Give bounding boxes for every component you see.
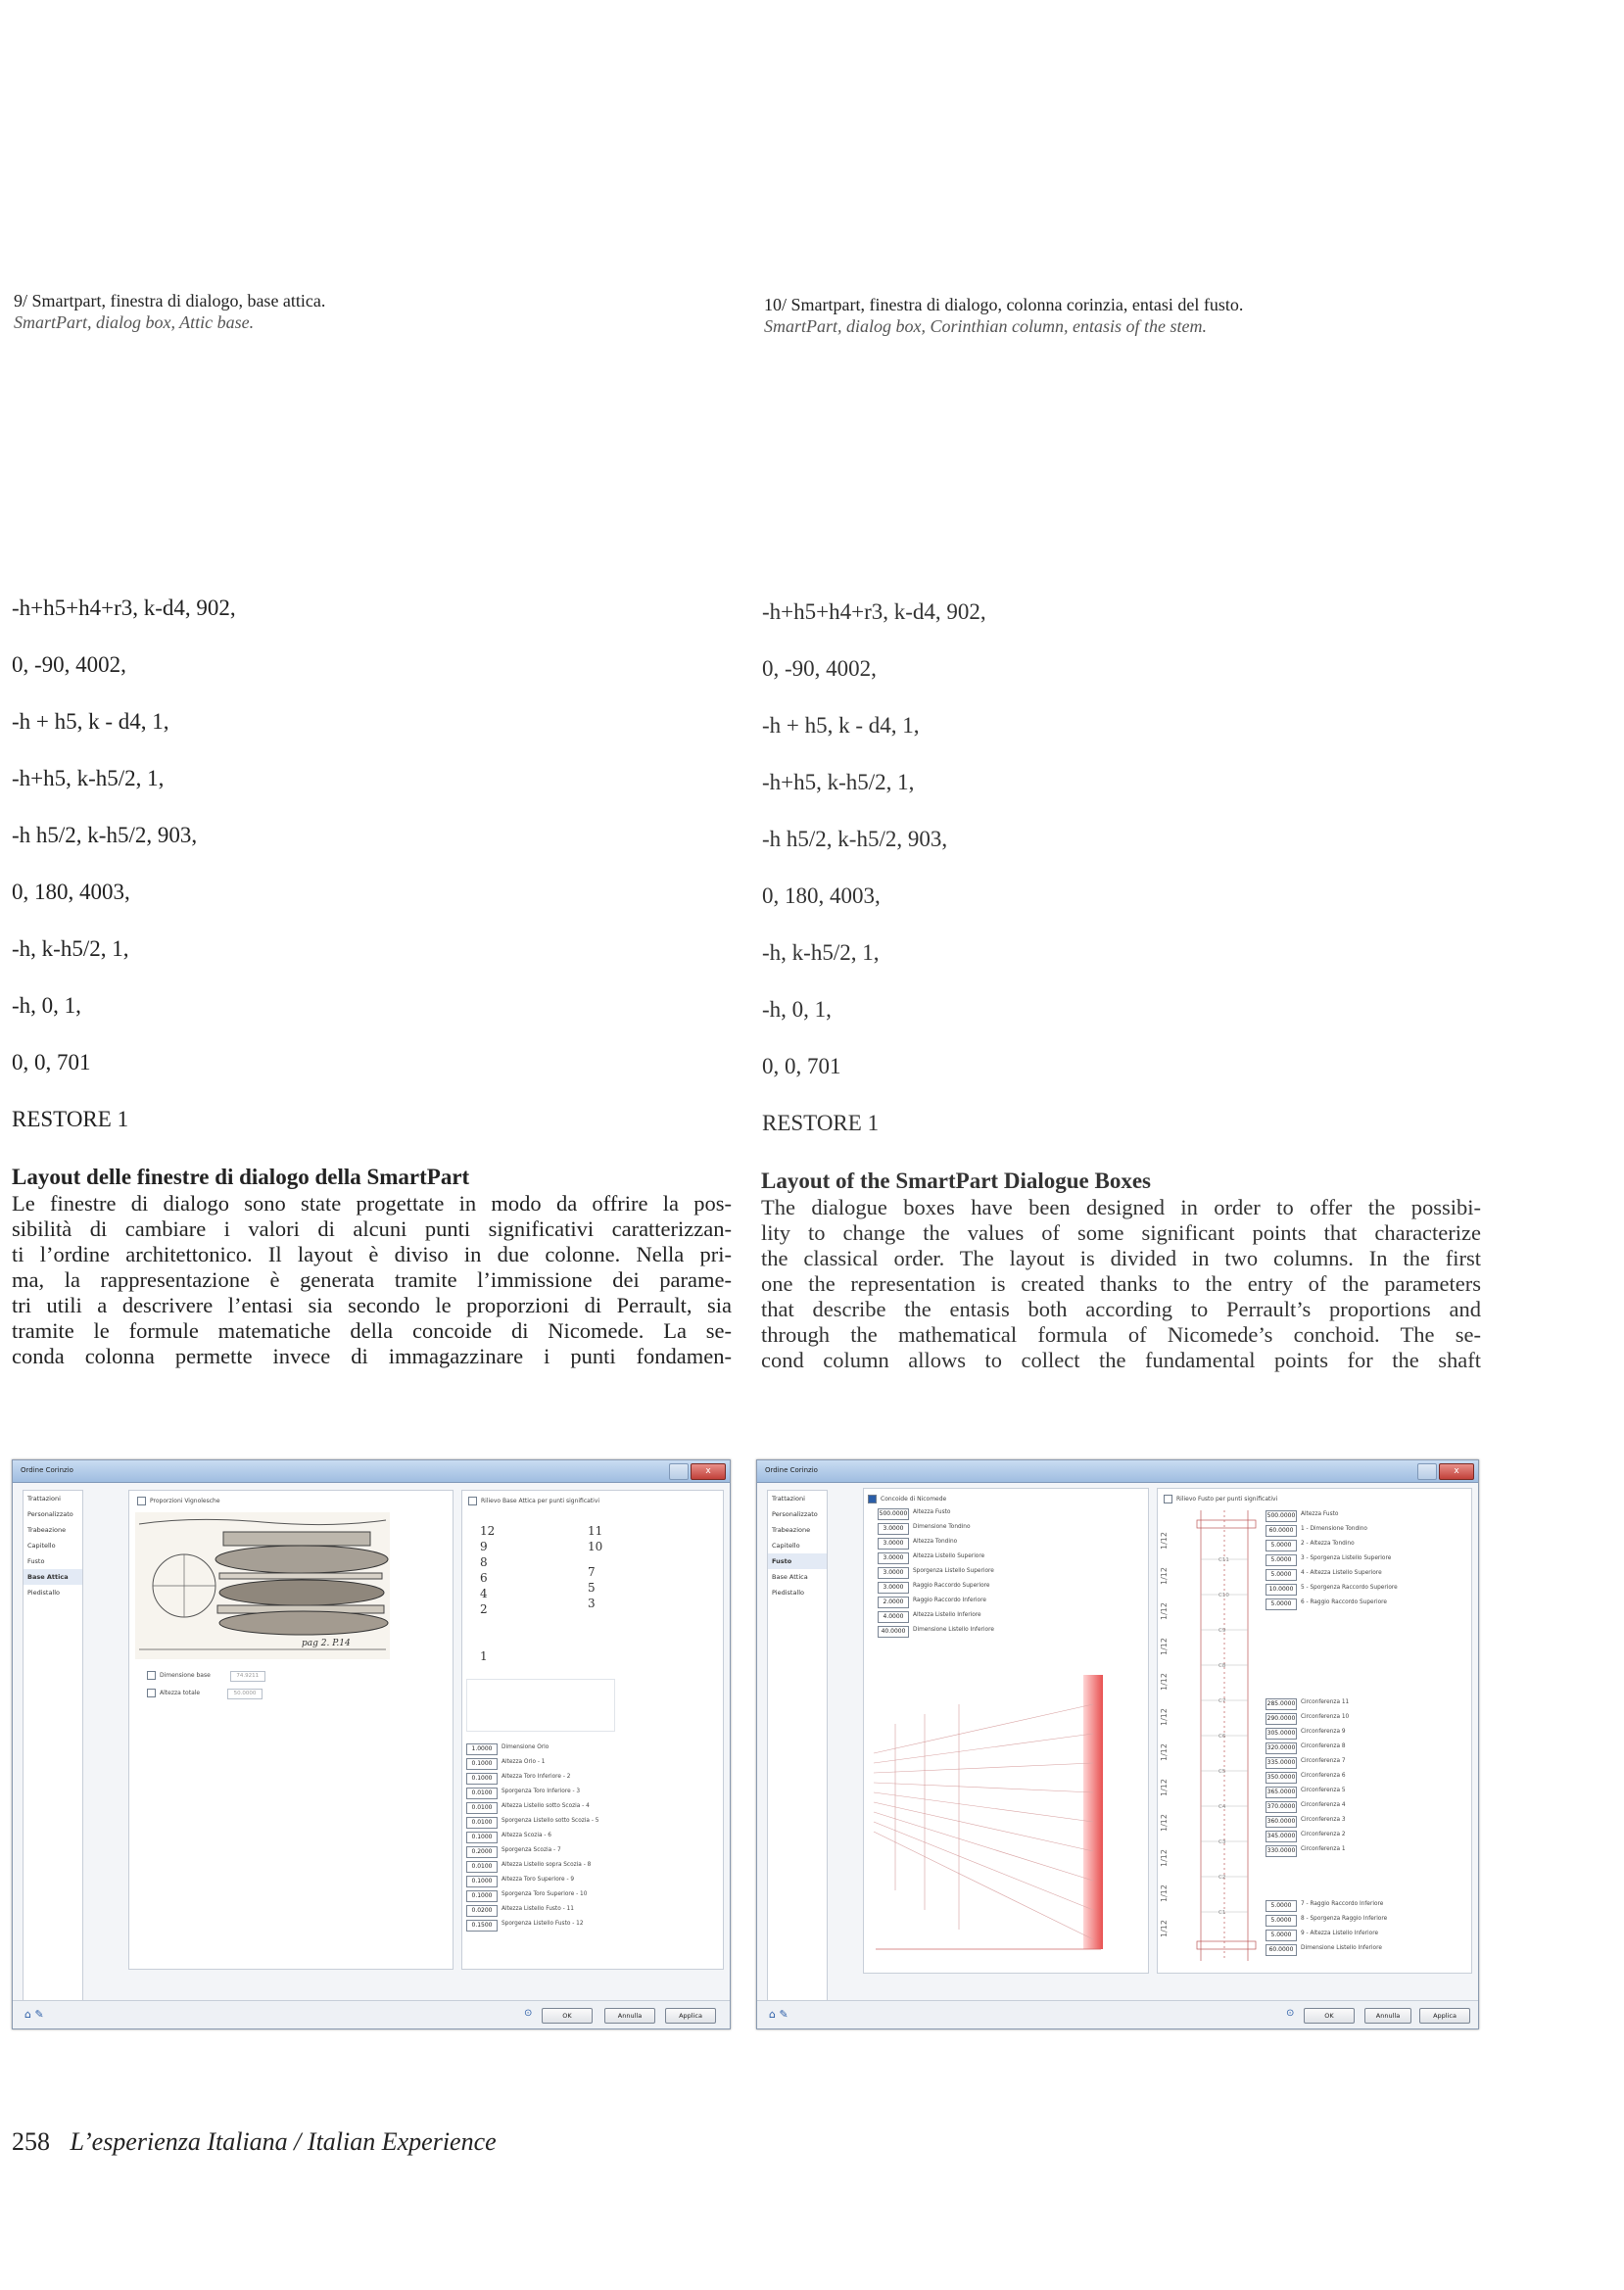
- field-label: Sporgenza Toro Inferiore - 3: [502, 1789, 581, 1794]
- division-label: 1/12: [1160, 1779, 1169, 1796]
- body-line: ti l’ordine architettonico. Il layout è diviso in due colonne. Nella pri-: [12, 1242, 732, 1266]
- caption-left-en: SmartPart, dialog box, Attic base.: [14, 312, 255, 332]
- concoide-label: Concoide di Nicomede: [881, 1496, 947, 1503]
- code-line: 0, 0, 701: [762, 1054, 841, 1078]
- dialog-title: Ordine Corinzio: [21, 1466, 73, 1474]
- field-label: Sporgenza Scozia - 7: [502, 1847, 561, 1853]
- caption-right-en: SmartPart, dialog box, Corinthian column, entasis of the stem.: [764, 316, 1207, 336]
- value-input[interactable]: 4.0000: [878, 1611, 909, 1623]
- field-label: 6 - Raggio Raccordo Superiore: [1301, 1599, 1387, 1605]
- field-label: Circonferenza 4: [1301, 1802, 1346, 1808]
- circumference-label: C7: [1218, 1698, 1226, 1704]
- field-label: Altezza Fusto: [913, 1509, 951, 1515]
- nav-item[interactable]: Trabeazione: [772, 1526, 811, 1534]
- value-input[interactable]: 285.0000: [1266, 1698, 1297, 1710]
- points-pane: [461, 1490, 724, 1970]
- checkbox[interactable]: [147, 1671, 156, 1680]
- rilievo-fusto-check[interactable]: [1164, 1495, 1277, 1503]
- nav-item[interactable]: Trabeazione: [27, 1526, 67, 1534]
- page-footer: [12, 2127, 497, 2157]
- conchoid-diagram: [866, 1665, 1145, 1964]
- value-input[interactable]: 360.0000: [1266, 1816, 1297, 1828]
- field-label: Altezza Tondino: [913, 1539, 958, 1545]
- value-input[interactable]: 0.0200: [466, 1905, 498, 1917]
- value-input[interactable]: 40.0000: [878, 1626, 909, 1638]
- field-row: [878, 1609, 1132, 1624]
- field-row: [1266, 1552, 1466, 1567]
- field-row: [466, 1786, 711, 1800]
- field-label: Circonferenza 10: [1301, 1714, 1350, 1720]
- field-row: [878, 1551, 1132, 1565]
- field-label: 8 - Sporgenza Raggio Inferiore: [1301, 1916, 1388, 1922]
- altezza-totale-input[interactable]: 50.0000: [227, 1689, 263, 1699]
- dimensione-base-row: [147, 1671, 265, 1682]
- proporzioni-label: Proporzioni Vignolesche: [150, 1498, 220, 1504]
- code-line: 0, 180, 4003,: [12, 880, 130, 904]
- code-line: -h, k-h5/2, 1,: [762, 940, 880, 965]
- point-number: 5: [588, 1581, 596, 1595]
- field-label: Circonferenza 7: [1301, 1758, 1346, 1764]
- field-row: [466, 1903, 711, 1918]
- value-input[interactable]: 365.0000: [1266, 1787, 1297, 1798]
- field-label: Sporgenza Listello Superiore: [913, 1568, 994, 1574]
- field-row: [466, 1830, 711, 1844]
- maximize-button[interactable]: [1417, 1463, 1437, 1480]
- circumference-fields: [1266, 1696, 1466, 1858]
- body-line: tramite le formule matematiche della concoide di Nicomede. La se-: [12, 1318, 732, 1343]
- field-label: Altezza Toro Superiore - 9: [502, 1877, 575, 1883]
- body-line: ma, la rappresentazione è generata tramite l’immissione dei parame-: [12, 1267, 732, 1292]
- division-label: 1/12: [1160, 1673, 1169, 1691]
- field-row: [466, 1800, 711, 1815]
- value-input[interactable]: 0.1000: [466, 1876, 498, 1887]
- field-label: Dimensione Tondino: [913, 1524, 971, 1530]
- code-line: RESTORE 1: [12, 1107, 129, 1131]
- caption-left: [14, 290, 699, 333]
- field-label: Circonferenza 9: [1301, 1729, 1346, 1735]
- checkbox[interactable]: [147, 1689, 156, 1697]
- field-row: [1266, 1770, 1466, 1785]
- caption-right: [764, 294, 1606, 337]
- field-row: [466, 1815, 711, 1830]
- code-listing-left: [12, 580, 599, 1148]
- code-line: 0, -90, 4002,: [12, 652, 126, 677]
- value-input[interactable]: 0.0100: [466, 1861, 498, 1873]
- field-row: [878, 1536, 1132, 1551]
- body-line: through the mathematical formula of Nicomede’s conchoid. The se-: [761, 1322, 1481, 1347]
- field-label: Dimensione Orlo: [502, 1744, 549, 1750]
- code-line: -h+h5, k-h5/2, 1,: [12, 766, 165, 790]
- section-heading-it: Layout delle finestre di dialogo della SmartPart: [12, 1165, 470, 1189]
- value-input[interactable]: 370.0000: [1266, 1801, 1297, 1813]
- field-row: [1266, 1696, 1466, 1711]
- code-line: RESTORE 1: [762, 1111, 880, 1135]
- code-line: -h, k-h5/2, 1,: [12, 936, 129, 961]
- value-input[interactable]: 0.0100: [466, 1802, 498, 1814]
- section-english: [761, 1168, 1481, 1373]
- field-label: Altezza Listello Superiore: [913, 1553, 985, 1559]
- help-icon[interactable]: ⊙: [1286, 2008, 1295, 2019]
- cancel-button[interactable]: Annulla: [1364, 2008, 1411, 2024]
- conchoid-fields: [878, 1506, 1132, 1639]
- apply-button[interactable]: Applica: [665, 2008, 716, 2024]
- nav-item[interactable]: Base Attica: [772, 1573, 808, 1581]
- code-line: -h+h5+h4+r3, k-d4, 902,: [12, 596, 236, 620]
- section-italian: [12, 1164, 732, 1369]
- field-label: Altezza Listello Fusto - 11: [502, 1906, 574, 1912]
- field-row: [1266, 1523, 1466, 1538]
- field-row: [1266, 1538, 1466, 1552]
- field-row: [466, 1918, 711, 1932]
- field-row: [466, 1756, 711, 1771]
- body-line: sibilità di cambiare i valori di alcuni punti significativi caratterizzan-: [12, 1217, 732, 1241]
- field-label: Circonferenza 1: [1301, 1846, 1346, 1852]
- body-line: conda colonna permette invece di immagazzinare i punti fondamen-: [12, 1344, 732, 1368]
- value-input[interactable]: 0.2000: [466, 1846, 498, 1858]
- value-input[interactable]: 60.0000: [1266, 1944, 1297, 1956]
- field-row: [1266, 1829, 1466, 1843]
- field-label: Raggio Raccordo Inferiore: [913, 1598, 986, 1603]
- field-row: [1266, 1898, 1466, 1913]
- caption-right-it: 10/ Smartpart, finestra di dialogo, colonna corinzia, entasi del fusto.: [764, 295, 1244, 314]
- value-input[interactable]: 5.0000: [1266, 1900, 1297, 1912]
- value-input[interactable]: 0.1000: [466, 1832, 498, 1843]
- field-row: [1266, 1508, 1466, 1523]
- nav-item[interactable]: Base Attica: [24, 1569, 82, 1585]
- maximize-button[interactable]: [669, 1463, 689, 1480]
- rilievo-check[interactable]: [468, 1497, 599, 1505]
- point-number: 4: [480, 1587, 488, 1600]
- division-label: 1/12: [1160, 1602, 1169, 1620]
- division-label: 1/12: [1160, 1743, 1169, 1761]
- point-number: 12: [480, 1524, 496, 1538]
- field-label: Altezza Listello Inferiore: [913, 1612, 981, 1618]
- field-row: [878, 1565, 1132, 1580]
- field-row: [1266, 1814, 1466, 1829]
- field-row: [1266, 1582, 1466, 1597]
- division-label: 1/12: [1160, 1567, 1169, 1585]
- circumference-label: C4: [1218, 1804, 1226, 1810]
- value-input[interactable]: 0.1000: [466, 1890, 498, 1902]
- category-list: [767, 1490, 828, 2011]
- value-input[interactable]: 0.0100: [466, 1788, 498, 1799]
- checkbox[interactable]: [1164, 1495, 1172, 1503]
- circumference-label: C3: [1218, 1839, 1226, 1845]
- caption-left-it: 9/ Smartpart, finestra di dialogo, base attica.: [14, 291, 326, 310]
- shaft-points-pane: [1157, 1488, 1472, 1974]
- division-label: 1/12: [1160, 1532, 1169, 1550]
- field-row: [1266, 1597, 1466, 1611]
- circumference-label: C1: [1218, 1910, 1226, 1916]
- field-row: [1266, 1755, 1466, 1770]
- field-label: Circonferenza 11: [1301, 1699, 1350, 1705]
- value-input[interactable]: 350.0000: [1266, 1772, 1297, 1784]
- field-row: [466, 1859, 711, 1874]
- section-body-it: [12, 1191, 732, 1369]
- field-label: 4 - Altezza Listello Superiore: [1301, 1570, 1382, 1576]
- nav-item[interactable]: Capitello: [27, 1542, 56, 1550]
- rilievo-fusto-label: Rilievo Fusto per punti significativi: [1176, 1496, 1278, 1503]
- circumference-label: C2: [1218, 1875, 1226, 1881]
- section-heading-en: Layout of the SmartPart Dialogue Boxes: [761, 1169, 1151, 1193]
- code-line: -h, 0, 1,: [762, 997, 832, 1022]
- value-input[interactable]: 0.1000: [466, 1758, 498, 1770]
- field-label: 3 - Sporgenza Listello Superiore: [1301, 1555, 1392, 1561]
- field-label: Circonferenza 8: [1301, 1743, 1346, 1749]
- body-line: the classical order. The layout is divided in two columns. In the first: [761, 1246, 1481, 1270]
- field-row: [878, 1506, 1132, 1521]
- circumference-label: C9: [1218, 1628, 1226, 1634]
- division-label: 1/12: [1160, 1884, 1169, 1902]
- field-row: [1266, 1928, 1466, 1942]
- field-label: Altezza Listello sopra Scozia - 8: [502, 1862, 592, 1868]
- field-row: [1266, 1785, 1466, 1799]
- value-input[interactable]: 3.0000: [878, 1538, 909, 1550]
- value-input[interactable]: 10.0000: [1266, 1584, 1297, 1596]
- field-label: Sporgenza Toro Superiore - 10: [502, 1891, 588, 1897]
- point-number: 7: [588, 1565, 596, 1579]
- altezza-totale-row: [147, 1689, 263, 1699]
- code-line: -h+h5+h4+r3, k-d4, 902,: [762, 599, 986, 624]
- nav-item[interactable]: Personalizzato: [27, 1510, 73, 1518]
- field-label: Dimensione Listello Inferiore: [913, 1627, 994, 1633]
- value-input[interactable]: 3.0000: [878, 1552, 909, 1564]
- dialog-title: Ordine Corinzio: [765, 1466, 818, 1474]
- nav-item[interactable]: Piedistallo: [27, 1589, 61, 1597]
- field-label: Circonferenza 5: [1301, 1788, 1346, 1793]
- field-label: Altezza Scozia - 6: [502, 1833, 551, 1838]
- value-input[interactable]: 5.0000: [1266, 1930, 1297, 1941]
- value-input[interactable]: 1.0000: [466, 1743, 498, 1755]
- value-input[interactable]: 0.1500: [466, 1920, 498, 1932]
- nav-item[interactable]: Fusto: [27, 1557, 45, 1565]
- value-input[interactable]: 2.0000: [878, 1597, 909, 1608]
- field-label: Dimensione Listello Inferiore: [1301, 1945, 1382, 1951]
- code-listing-right: [762, 584, 1350, 1152]
- field-label: Circonferenza 6: [1301, 1773, 1346, 1779]
- point-number: 11: [588, 1524, 603, 1538]
- field-label: Sporgenza Listello sotto Scozia - 5: [502, 1818, 599, 1824]
- value-input[interactable]: 0.1000: [466, 1773, 498, 1785]
- close-button[interactable]: x: [691, 1463, 726, 1480]
- value-input[interactable]: 330.0000: [1266, 1845, 1297, 1857]
- dialog-attic-base: [12, 1459, 731, 2029]
- field-label: Circonferenza 3: [1301, 1817, 1346, 1823]
- conchoid-pane: [863, 1488, 1149, 1974]
- division-label: 1/12: [1160, 1849, 1169, 1867]
- field-label: 7 - Raggio Raccordo Inferiore: [1301, 1901, 1384, 1907]
- field-row: [466, 1741, 711, 1756]
- field-label: Altezza Toro Inferiore - 2: [502, 1774, 571, 1780]
- checkbox[interactable]: [468, 1497, 477, 1505]
- field-row: [1266, 1913, 1466, 1928]
- body-line: tri utili a descrivere l’entasi sia secondo le proporzioni di Perrault, sia: [12, 1293, 732, 1317]
- dialog-footer: [13, 2000, 730, 2028]
- point-number: 10: [588, 1540, 603, 1553]
- point-numbers: [472, 1524, 609, 1671]
- field-label: 1 - Dimensione Tondino: [1301, 1526, 1367, 1532]
- code-line: 0, -90, 4002,: [762, 656, 877, 681]
- close-button[interactable]: x: [1439, 1463, 1474, 1480]
- field-row: [1266, 1843, 1466, 1858]
- circumference-label: C5: [1218, 1769, 1226, 1775]
- parametric-pane: [128, 1490, 454, 1970]
- value-input[interactable]: 500.0000: [878, 1508, 909, 1520]
- body-line: one the representation is created thanks to the entry of the parameters: [761, 1271, 1481, 1296]
- dialog-footer: [757, 2000, 1478, 2028]
- field-row: [878, 1580, 1132, 1595]
- nav-item[interactable]: Fusto: [768, 1553, 827, 1569]
- point-number: 1: [480, 1649, 488, 1663]
- point-number: 2: [480, 1602, 488, 1616]
- shaft-bottom-fields: [1266, 1898, 1466, 1957]
- division-labels: [1160, 1528, 1179, 1959]
- field-row: [1266, 1711, 1466, 1726]
- value-input[interactable]: 3.0000: [878, 1567, 909, 1579]
- point-fields: [466, 1741, 711, 1932]
- dialog-titlebar[interactable]: [13, 1460, 730, 1483]
- altezza-totale-label: Altezza totale: [160, 1690, 201, 1696]
- rilievo-label: Rilievo Base Attica per punti significativi: [481, 1498, 600, 1504]
- field-label: Raggio Raccordo Superiore: [913, 1583, 990, 1589]
- code-line: -h + h5, k - d4, 1,: [12, 709, 169, 734]
- field-row: [1266, 1741, 1466, 1755]
- checkbox[interactable]: [137, 1497, 146, 1505]
- category-list: [23, 1490, 83, 2011]
- field-label: Altezza Fusto: [1301, 1511, 1339, 1517]
- point-number: 8: [480, 1555, 488, 1569]
- ok-button[interactable]: OK: [542, 2008, 593, 2024]
- code-line: -h, 0, 1,: [12, 993, 81, 1018]
- checkbox[interactable]: [868, 1495, 877, 1503]
- value-input[interactable]: 5.0000: [1266, 1915, 1297, 1927]
- value-input[interactable]: 305.0000: [1266, 1728, 1297, 1740]
- field-row: [878, 1624, 1132, 1639]
- field-label: 9 - Altezza Listello Inferiore: [1301, 1931, 1379, 1936]
- field-label: 2 - Altezza Tondino: [1301, 1541, 1355, 1547]
- code-line: -h + h5, k - d4, 1,: [762, 713, 920, 738]
- circumference-label: C8: [1218, 1663, 1226, 1669]
- publication-title: L’esperienza Italiana / Italian Experience: [70, 2127, 497, 2156]
- body-line: lity to change the values of some significant points that characterize: [761, 1220, 1481, 1245]
- section-body-en: [761, 1195, 1481, 1373]
- value-input[interactable]: 335.0000: [1266, 1757, 1297, 1769]
- value-input[interactable]: 60.0000: [1266, 1525, 1297, 1537]
- value-input[interactable]: 500.0000: [1266, 1510, 1297, 1522]
- concoide-check[interactable]: [868, 1495, 946, 1503]
- value-input[interactable]: 5.0000: [1266, 1569, 1297, 1581]
- field-label: 5 - Sporgenza Raccordo Superiore: [1301, 1585, 1398, 1591]
- nav-item[interactable]: Piedistallo: [772, 1589, 805, 1597]
- nav-item[interactable]: Capitello: [772, 1542, 800, 1550]
- value-input[interactable]: 345.0000: [1266, 1831, 1297, 1842]
- plate-caption: pag 2. P.14: [302, 1639, 351, 1648]
- shaft-top-fields: [1266, 1508, 1466, 1611]
- point-number: 3: [588, 1597, 596, 1610]
- circumference-label: C10: [1218, 1593, 1229, 1598]
- value-input[interactable]: 320.0000: [1266, 1742, 1297, 1754]
- nav-item[interactable]: Personalizzato: [772, 1510, 818, 1518]
- circumference-labels: [1218, 1557, 1258, 1969]
- field-row: [878, 1595, 1132, 1609]
- smartpart-icon: ⌂ ✎: [24, 2008, 44, 2021]
- field-label: Altezza Listello sotto Scozia - 4: [502, 1803, 590, 1809]
- proporzioni-check[interactable]: [137, 1497, 220, 1505]
- code-line: -h h5/2, k-h5/2, 903,: [762, 827, 948, 851]
- code-line: -h+h5, k-h5/2, 1,: [762, 770, 915, 794]
- point-number: 9: [480, 1540, 488, 1553]
- ok-button[interactable]: OK: [1304, 2008, 1355, 2024]
- division-label: 1/12: [1160, 1638, 1169, 1655]
- dimensione-base-input[interactable]: 74.9211: [230, 1671, 265, 1682]
- value-input[interactable]: 5.0000: [1266, 1598, 1297, 1610]
- dialog-corinthian-shaft: [756, 1459, 1479, 2029]
- division-label: 1/12: [1160, 1708, 1169, 1726]
- field-row: [1266, 1942, 1466, 1957]
- value-input[interactable]: 5.0000: [1266, 1554, 1297, 1566]
- nav-item[interactable]: Trattazioni: [27, 1495, 61, 1503]
- circumference-label: C6: [1218, 1734, 1226, 1740]
- value-input[interactable]: 290.0000: [1266, 1713, 1297, 1725]
- code-line: 0, 0, 701: [12, 1050, 91, 1074]
- apply-button[interactable]: Applica: [1419, 2008, 1470, 2024]
- help-icon[interactable]: ⊙: [524, 2008, 533, 2019]
- division-label: 1/12: [1160, 1814, 1169, 1832]
- body-line: Le finestre di dialogo sono state progettate in modo da offrire la pos-: [12, 1191, 732, 1216]
- field-row: [1266, 1799, 1466, 1814]
- field-row: [466, 1888, 711, 1903]
- attic-base-engraving: [135, 1512, 390, 1659]
- field-row: [466, 1874, 711, 1888]
- circumference-label: C11: [1218, 1557, 1229, 1563]
- point-number: 6: [480, 1571, 488, 1585]
- smartpart-icon: ⌂ ✎: [769, 2008, 788, 2021]
- code-line: 0, 180, 4003,: [762, 883, 881, 908]
- field-row: [466, 1844, 711, 1859]
- preview-area: [466, 1679, 615, 1732]
- page-number: 258: [12, 2127, 50, 2156]
- field-row: [1266, 1726, 1466, 1741]
- nav-item[interactable]: Trattazioni: [772, 1495, 805, 1503]
- cancel-button[interactable]: Annulla: [604, 2008, 655, 2024]
- field-label: Circonferenza 2: [1301, 1832, 1346, 1837]
- dimensione-base-label: Dimensione base: [160, 1672, 211, 1679]
- value-input[interactable]: 5.0000: [1266, 1540, 1297, 1551]
- field-label: Sporgenza Listello Fusto - 12: [502, 1921, 584, 1927]
- field-row: [1266, 1567, 1466, 1582]
- field-row: [878, 1521, 1132, 1536]
- division-label: 1/12: [1160, 1920, 1169, 1937]
- dialog-titlebar[interactable]: [757, 1460, 1478, 1483]
- value-input[interactable]: 3.0000: [878, 1582, 909, 1594]
- body-line: that describe the entasis both according to Perrault’s proportions and: [761, 1297, 1481, 1321]
- value-input[interactable]: 3.0000: [878, 1523, 909, 1535]
- body-line: The dialogue boxes have been designed in order to offer the possibi-: [761, 1195, 1481, 1219]
- body-line: cond column allows to collect the fundamental points for the shaft: [761, 1348, 1481, 1372]
- field-label: Altezza Orlo - 1: [502, 1759, 546, 1765]
- field-row: [466, 1771, 711, 1786]
- value-input[interactable]: 0.0100: [466, 1817, 498, 1829]
- code-line: -h h5/2, k-h5/2, 903,: [12, 823, 198, 847]
